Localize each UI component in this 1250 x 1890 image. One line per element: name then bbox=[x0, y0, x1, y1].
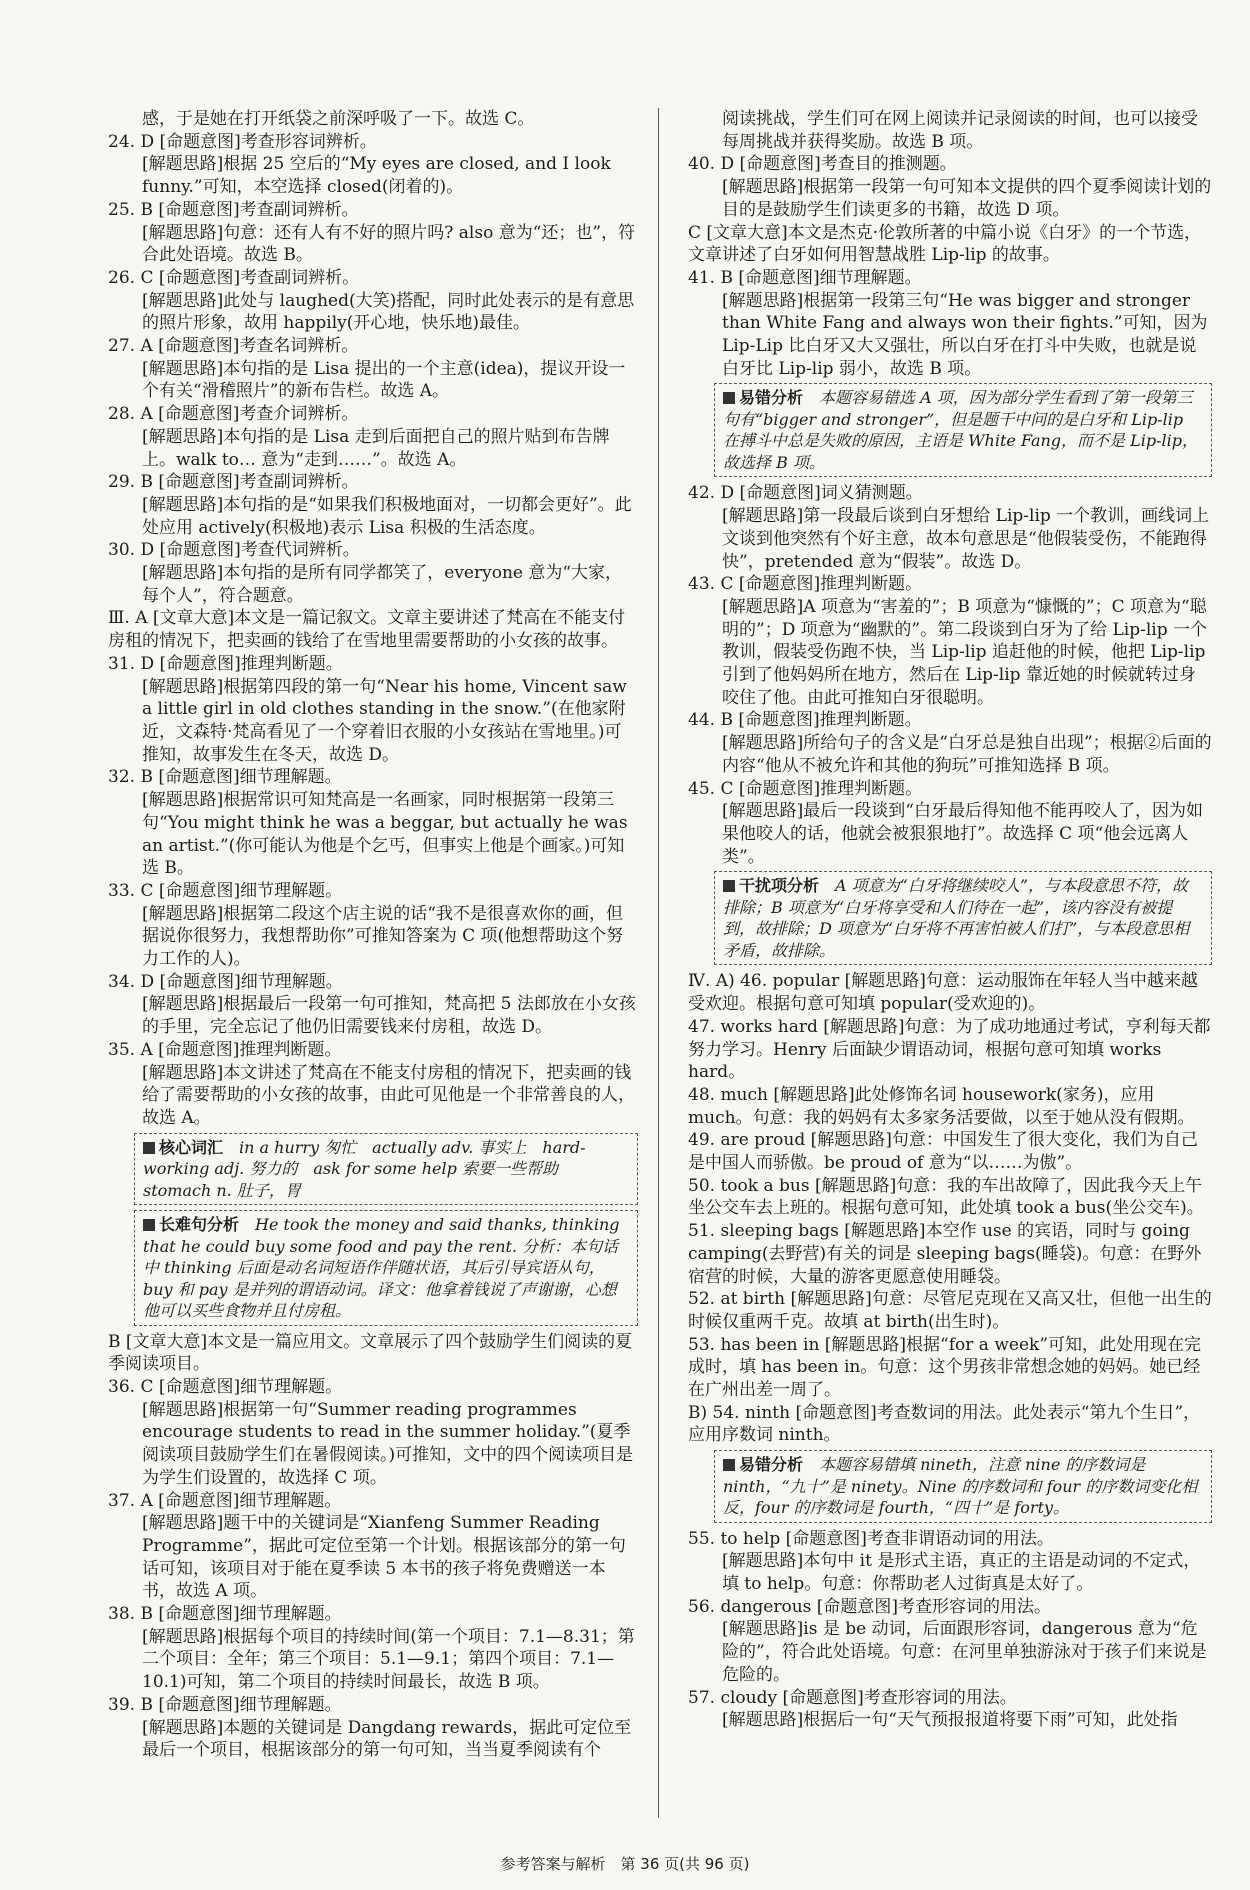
answer-line: 31. D [命题意图]推理判断题。 bbox=[108, 653, 343, 674]
answer-line: 37. A [命题意图]细节理解题。 bbox=[108, 1490, 342, 1511]
column-divider bbox=[658, 108, 659, 1818]
answer-line: 43. C [命题意图]推理判断题。 bbox=[688, 574, 923, 595]
answer-line: 50. took a bus [解题思路]句意：我的车出故障了，因此我今天上午坐公交车去上班的。根据句意可知，此处填 took a bus(坐公交车)。 bbox=[688, 1175, 1204, 1219]
answer-line: [解题思路]根据第二段这个店主说的话“我不是很喜欢你的画，但据说你很努力，我想帮助你”可推知答案为 C 项(他想帮助这个努力工作的人)。 bbox=[142, 903, 624, 970]
answer-line: [解题思路]根据后一句“天气预报报道将要下雨”可知，此处指 bbox=[722, 1710, 1178, 1731]
answer-line: [解题思路]根据第四段的第一句“Near his home, Vincent saw a little girl in old clothes standing in the snow.”(在他家附近，文森特·梵高看见了一个穿着旧衣服的小女孩站在雪地里。)可推知，故事发生在冬天，故选 D。 bbox=[142, 676, 627, 765]
right-column bbox=[688, 108, 1212, 1732]
answer-line: 49. are proud [解题思路]句意：中国发生了很大变化，我们为自己是中国人而骄傲。be proud of 意为“以……为傲”。 bbox=[688, 1130, 1198, 1174]
page-footer: 参考答案与解析 第 36 页(共 96 页) bbox=[500, 1855, 750, 1873]
answer-line: [解题思路]is 是 be 动词，后面跟形容词，dangerous 意为“危险的”，符合此处语境。句意：在河里单独游泳对于孩子们来说是危险的。 bbox=[722, 1619, 1207, 1685]
answer-line: 24. D [命题意图]考查形容词辨析。 bbox=[108, 131, 377, 152]
answer-line: [解题思路]句意：还有人有不好的照片吗? also 意为“还；也”，符合此处语境。故选 B。 bbox=[142, 222, 636, 266]
answer-line: Ⅳ. A) 46. popular [解题思路]句意：运动服饰在年轻人当中越来越受欢迎。根据句意可知填 popular(受欢迎的)。 bbox=[688, 971, 1198, 1015]
answer-line: 48. much [解题思路]此处修饰名词 housework(家务)，应用 much。句意：我的妈妈有太多家务活要做，以至于她从没有假期。 bbox=[688, 1084, 1195, 1128]
answer-line: 47. works hard [解题思路]句意：为了成功地通过考试，亨利每天都努力学习。Henry 后面缺少谓语动词，根据句意可知填 works hard。 bbox=[688, 1016, 1211, 1083]
note-title: 干扰项分析 bbox=[723, 876, 819, 895]
answer-line: 阅读挑战，学生们可在网上阅读并记录阅读的时间，也可以接受每周挑战并获得奖励。故选 B 项。 bbox=[722, 109, 1198, 152]
answer-line: 39. B [命题意图]细节理解题。 bbox=[108, 1694, 342, 1715]
answer-line: 感，于是她在打开纸袋之前深呼吸了一下。故选 C。 bbox=[142, 109, 535, 129]
answer-line: 51. sleeping bags [解题思路]本空作 use 的宾语，同时与 going camping(去野营)有关的词是 sleeping bags(睡袋)。句意：在野外宿营的时候，大量的游客更愿意使用睡袋。 bbox=[688, 1221, 1202, 1287]
answer-line: 40. D [命题意图]考查目的推测题。 bbox=[688, 154, 957, 175]
answer-line: [解题思路]题干中的关键词是“Xianfeng Summer Reading Programme”，据此可定位至第一个计划。根据该部分的第一句话可知，该项目对于能在夏季读 5 本书的孩子将免费赠送一本书，故选 A 项。 bbox=[142, 1513, 626, 1602]
answer-line: [解题思路]本句指的是所有同学都笑了，everyone 意为“大家，每个人”，符合题意。 bbox=[142, 563, 623, 606]
answer-line: 55. to help [命题意图]考查非谓语动词的用法。 bbox=[688, 1528, 1054, 1549]
answer-line: 41. B [命题意图]细节理解题。 bbox=[688, 267, 922, 288]
answer-line: [解题思路]本文讲述了梵高在不能支付房租的情况下，把卖画的钱给了需要帮助的小女孩的故事，由此可见他是一个非常善良的人，故选 A。 bbox=[142, 1062, 635, 1128]
note-text: in a hurry 匆忙 actually adv. 事实上 hard-working adj. 努力的 ask for some help 索要一些帮助 stomach n. 肚子，胃 bbox=[143, 1137, 586, 1200]
answer-line: [解题思路]本句指的是 Lisa 走到后面把自己的照片贴到布告牌上。walk to… 意为“走到……”。故选 A。 bbox=[142, 426, 610, 470]
answer-line: 25. B [命题意图]考查副词辨析。 bbox=[108, 199, 359, 220]
answer-line: [解题思路]本句指的是 Lisa 提出的一个主意(idea)，提议开设一个有关“滑稽照片”的新布告栏。故选 A。 bbox=[142, 358, 626, 402]
note-title: 易错分析 bbox=[723, 1455, 803, 1474]
answer-line: 29. B [命题意图]考查副词辨析。 bbox=[108, 472, 359, 493]
answer-line: B) 54. ninth [命题意图]考查数词的用法。此处表示“第九个生日”，应用序数词 ninth。 bbox=[688, 1402, 1201, 1446]
answer-line: 42. D [命题意图]词义猜测题。 bbox=[688, 483, 923, 504]
note-box bbox=[714, 871, 1212, 965]
answer-line: [解题思路]根据第一段第三句“He was bigger and stronger than White Fang and always won their fights.”可知，因为 Lip-Lip 比白牙又大又强壮，所以白牙在打斗中失败，也就是说白牙比 Lip-lip 弱小，故选 B 项。 bbox=[722, 290, 1208, 379]
answer-line: [解题思路]根据 25 空后的“My eyes are closed, and I look funny.”可知，本空选择 closed(闭着的)。 bbox=[142, 154, 611, 198]
answer-line: 28. A [命题意图]考查介词辨析。 bbox=[108, 404, 359, 425]
answer-line: 35. A [命题意图]推理判断题。 bbox=[108, 1039, 342, 1060]
answer-line: [解题思路]所给句子的含义是“白牙总是独自出现”；根据②后面的内容“他从不被允许和其他的狗玩”可推知选择 B 项。 bbox=[722, 733, 1212, 776]
note-title: 易错分析 bbox=[723, 388, 803, 407]
left-column bbox=[108, 108, 638, 1762]
answer-line: 26. C [命题意图]考查副词辨析。 bbox=[108, 267, 360, 288]
answer-line: 52. at birth [解题思路]句意：尽管尼克现在又高又壮，但他一出生的时候仅重两千克。故填 at birth(出生时)。 bbox=[688, 1289, 1212, 1332]
note-text: He took the money and said thanks, thinking that he could buy some food and pay the rent. 分析：本句话中 thinking 后面是动名词短语作伴随状语，其后引导宾语从句，buy 和 pay 是并列的谓语动词。译文：他拿着钱说了声谢谢，心想他可以买些食物并且付房租。 bbox=[143, 1215, 620, 1321]
note-text: 本题容易错选 A 项，因为部分学生看到了第一段第三句有“bigger and stronger”，但是题干中问的是白牙和 Lip-lip 在搏斗中总是失败的原因，主语是 White Fang，而不是 Lip-lip，故选择 B 项。 bbox=[723, 388, 1198, 472]
answer-line: 36. C [命题意图]细节理解题。 bbox=[108, 1377, 343, 1398]
answer-line: 27. A [命题意图]考查名词辨析。 bbox=[108, 336, 359, 357]
answer-line: 44. B [命题意图]推理判断题。 bbox=[688, 710, 922, 731]
answer-line: 53. has been in [解题思路]根据“for a week”可知，此处用现在完成时，填 has been in。句意：这个男孩非常想念她的妈妈。她已经在广州出差一周了。 bbox=[688, 1334, 1202, 1401]
answer-line: [解题思路]本句中 it 是形式主语，真正的主语是动词的不定式，填 to help。句意：你帮助老人过街真是太好了。 bbox=[722, 1551, 1201, 1595]
answer-line: 34. D [命题意图]细节理解题。 bbox=[108, 971, 343, 992]
note-box bbox=[714, 1450, 1212, 1523]
note-title: 核心词汇 bbox=[143, 1138, 223, 1157]
answer-line: 32. B [命题意图]细节理解题。 bbox=[108, 767, 342, 788]
note-text: 本题容易错填 nineth，注意 nine 的序数词是 ninth，“九十”是 ninety。Nine 的序数词和 four 的序数词变化相反，four 的序数词是 fourth，“四十”是 forty。 bbox=[723, 1455, 1198, 1518]
note-title: 长难句分析 bbox=[143, 1215, 239, 1234]
answer-line: 33. C [命题意图]细节理解题。 bbox=[108, 880, 343, 901]
answer-line: [解题思路]第一段最后谈到白牙想给 Lip-lip 一个教训，画线词上文谈到他突然有个好主意，故本句意思是“他假装受伤，不能跑得快”，pretended 意为“假装”。故选 D。 bbox=[722, 506, 1210, 572]
answer-line: [解题思路]最后一段谈到“白牙最后得知他不能再咬人了，因为如果他咬人的话，他就会被狠狠地打”。故选择 C 项“他会远离人类”。 bbox=[722, 801, 1203, 867]
answer-line: [解题思路]根据第一段第一句可知本文提供的四个夏季阅读计划的目的是鼓励学生们读更多的书籍，故选 D 项。 bbox=[722, 177, 1212, 220]
answer-line: [解题思路]根据第一句“Summer reading programmes encourage students to read in the summer holiday.”(夏季阅读项目鼓励学生们在暑假阅读。)可推知，文中的四个阅读项目是为学生们设置的，故选择 C 项。 bbox=[142, 1399, 634, 1488]
note-box bbox=[714, 383, 1212, 477]
answer-line: 57. cloudy [命题意图]考查形容词的用法。 bbox=[688, 1687, 1017, 1708]
note-text: A 项意为“白牙将继续咬人”，与本段意思不符，故排除；B 项意为“白牙将享受和人们待在一起”，该内容没有被提到，故排除；D 项意为“白牙将不再害怕被人们打”，与本段意思相矛盾，故排除。 bbox=[723, 876, 1190, 960]
answer-line: 45. C [命题意图]推理判断题。 bbox=[688, 778, 923, 799]
note-box bbox=[134, 1210, 638, 1326]
answer-line: [解题思路]本句指的是“如果我们积极地面对，一切都会更好”。此处应用 actively(积极地)表示 Lisa 积极的生活态度。 bbox=[142, 494, 632, 538]
note-box bbox=[134, 1133, 638, 1206]
answer-line: [解题思路]根据最后一段第一句可推知，梵高把 5 法郎放在小女孩的手里，完全忘记了他仍旧需要钱来付房租，故选 D。 bbox=[142, 994, 636, 1038]
answer-line: [解题思路]根据常识可知梵高是一名画家，同时根据第一段第三句“You might think he was a beggar, but actually he was an artist.”(你可能认为他是个乞丐，但事实上他是个画家。)可知选 B。 bbox=[142, 790, 628, 879]
answer-line: [解题思路]本题的关键词是 Dangdang rewards，据此可定位至最后一个项目，根据该部分的第一句可知，当当夏季阅读有个 bbox=[142, 1717, 632, 1761]
answer-line: 38. B [命题意图]细节理解题。 bbox=[108, 1604, 342, 1625]
answer-line: 30. D [命题意图]考查代词辨析。 bbox=[108, 540, 360, 561]
answer-line: Ⅲ. A [文章大意]本文是一篇记叙文。文章主要讲述了梵高在不能支付房租的情况下，把卖画的钱给了在雪地里需要帮助的小女孩的故事。 bbox=[108, 608, 626, 652]
answer-line: B [文章大意]本文是一篇应用文。文章展示了四个鼓励学生们阅读的夏季阅读项目。 bbox=[108, 1331, 633, 1375]
answer-line: 56. dangerous [命题意图]考查形容词的用法。 bbox=[688, 1596, 1052, 1617]
answer-line: [解题思路]根据每个项目的持续时间(第一个项目：7.1—8.31；第二个项目：全年；第三个项目：5.1—9.1；第四个项目：7.1—10.1)可知，第二个项目的持续时间最长，故选 B 项。 bbox=[142, 1626, 635, 1693]
answer-line: C [文章大意]本文是杰克·伦敦所著的中篇小说《白牙》的一个节选，文章讲述了白牙如何用智慧战胜 Lip-lip 的故事。 bbox=[688, 222, 1202, 266]
answer-line: [解题思路]此处与 laughed(大笑)搭配，同时此处表示的是有意思的照片形象，故用 happily(开心地，快乐地)最佳。 bbox=[142, 290, 635, 334]
answer-line: [解题思路]A 项意为“害羞的”；B 项意为“慷慨的”；C 项意为“聪明的”；D 项意为“幽默的”。第二段谈到白牙为了给 Lip-lip 一个教训，假装受伤跑不快，当 Lip-lip 追赶他的时候，他把 Lip-lip 引到了他妈妈所在地方，然后在 Lip-lip 靠近她的时候就转过身咬住了他。由此可推知白牙很聪明。 bbox=[722, 596, 1208, 708]
